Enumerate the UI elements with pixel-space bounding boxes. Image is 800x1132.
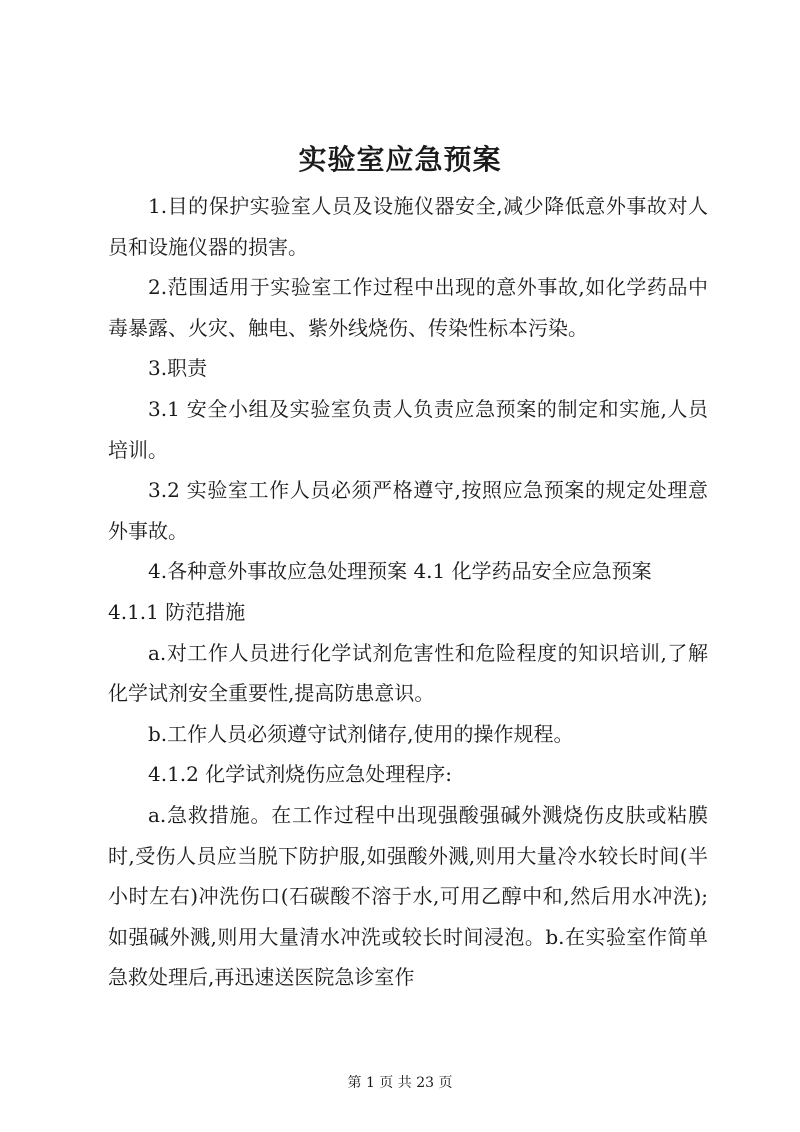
paragraph-measure-a: a.对工作人员进行化学试剂危害性和危险程度的知识培训,了解化学试剂安全重要性,提高防患意识。 <box>108 640 708 706</box>
paragraph-measure-b: b.工作人员必须遵守试剂储存,使用的操作规程。 <box>148 721 574 746</box>
paragraph-4-1-1-heading: 4.1.1 防范措施 <box>108 599 246 624</box>
paragraph-responsibility-3-1: 3.1 安全小组及实验室负责人负责应急预案的制定和实施,人员培训。 <box>108 396 708 462</box>
paragraph-first-aid: a.急救措施。在工作过程中出现强酸强碱外溅烧伤皮肤或粘膜时,受伤人员应当脱下防护服,如强酸外溅,则用大量冷水较长时间(半小时左右)冲洗伤口(石碳酸不溶于水,可用乙醇中和,然后用水冲洗);如强碱外溅,则用大量清水冲洗或较长时间浸泡。b.在实验室作简单急救处理后,再迅速送医院急诊室作 <box>108 802 708 990</box>
paragraph-4-1-2-heading: 4.1.2 化学试剂烧伤应急处理程序: <box>148 762 452 787</box>
document-title: 实验室应急预案 <box>298 143 502 176</box>
paragraph-scope: 2.范围适用于实验室工作过程中出现的意外事故,如化学药品中毒暴露、火灾、触电、紫外线烧伤、传染性标本污染。 <box>108 275 708 340</box>
paragraph-responsibility-3-2: 3.2 实验室工作人员必须严格遵守,按照应急预案的规定处理意外事故。 <box>108 478 708 543</box>
page-footer: 第 1 页 共 23 页 <box>347 1075 453 1091</box>
paragraph-responsibility-heading: 3.职责 <box>148 356 208 381</box>
paragraph-section-4: 4.各种意外事故应急处理预案 4.1 化学药品安全应急预案 <box>148 559 652 584</box>
paragraph-purpose: 1.目的保护实验室人员及设施仪器安全,减少降低意外事故对人员和设施仪器的损害。 <box>108 194 708 259</box>
document-body <box>108 186 708 998</box>
